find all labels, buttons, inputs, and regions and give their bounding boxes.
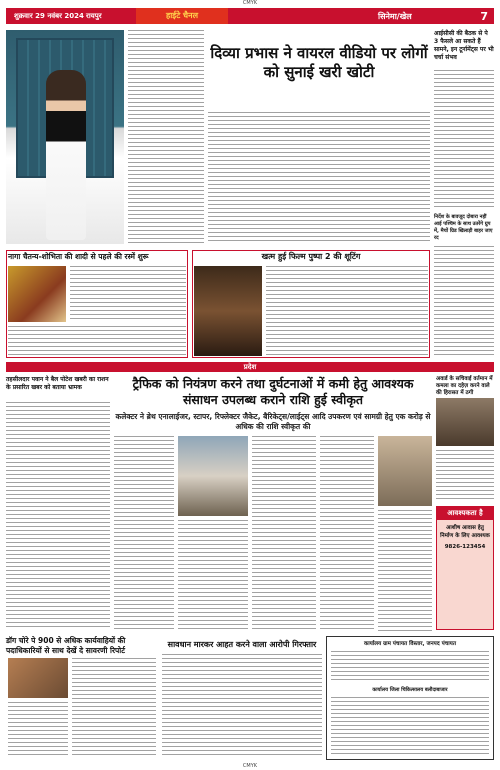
story4-body	[266, 266, 428, 356]
officer-photo	[378, 436, 432, 506]
tender-text-1	[331, 651, 489, 683]
story1-headline: दिव्या प्रभास ने वायरल वीडियो पर लोगों को सुनाई खरी खोटी	[210, 44, 428, 81]
tender-text-2	[331, 697, 489, 755]
story8-body	[436, 450, 494, 502]
story7-body-col3	[252, 436, 316, 632]
story7-headline: ट्रैफिक को नियंत्रण करने तथा दुर्घटनाओं में कमी हेतु आवश्यक संसाधन उपलब्ध कराने राशि हुई स्वीकृत	[132, 376, 414, 407]
section-bar-pradesh: प्रदेश	[6, 362, 494, 372]
story9-body-a	[72, 658, 156, 758]
section-title: सिनेमा/खेल	[378, 11, 412, 21]
story3-headline: नागा चैतन्य-शोभिता की शादी से पहले की रस्में शुरू	[8, 252, 149, 261]
story4-headline: खत्म हुई फिल्म पुष्पा 2 की शूटिंग	[261, 252, 361, 261]
header-brand: हाईटे चैनल	[136, 8, 228, 24]
story7-body-col4	[320, 436, 374, 632]
story3-body-b	[8, 326, 186, 356]
story1-body	[208, 112, 430, 244]
tender-heading: कार्यालय जिला चिकित्सालय बलौदाबाजार	[372, 687, 448, 693]
story7-body-col1	[114, 436, 174, 632]
story8-headline: अवार्ड के सचिवाई वर्तमान में कमला का दहेज़ करने वाले की हिरासत में ठगी	[436, 376, 493, 396]
page-number: 7	[480, 9, 488, 23]
story6-headline: तहसीलदार पवान ने बैल पोटेश खबरी का राशन के प्रसारित खबर को बताया भ्रामक	[6, 376, 109, 391]
classified-body: आशीष आवास हेतु निर्माण के लिए आवश्यक	[440, 525, 490, 539]
wedding-photo	[8, 266, 66, 322]
page-header	[6, 8, 494, 24]
header-city: रायपुर	[86, 11, 102, 20]
story10-headline: सावधान मारकर आहत करने वाला आरोपी गिरफ्तार	[167, 640, 317, 649]
actress-photo	[6, 30, 124, 244]
story2-headline: आईसीसी की बैठक से पे 3 फैसले आ सकते हैं सामने, इन टूर्नामेंट्स पर भी चर्चा संभव	[434, 30, 494, 61]
story2-body	[434, 70, 494, 210]
story10-body	[162, 654, 322, 758]
classified-phone: 9826-123454	[444, 544, 486, 550]
story9-headline: डॉग चोरे पे 900 से अधिक कार्यवाहियों की पदाधिकारियों से साथ देखें दे सावरणी रिपोर्ट	[6, 636, 126, 655]
story1-body-col1	[128, 30, 204, 244]
tender-notice	[326, 636, 494, 760]
classified-box	[436, 506, 494, 630]
header-right	[228, 8, 494, 24]
story3-body-a	[70, 266, 186, 322]
classified-title: आवश्यकता है	[437, 507, 493, 520]
story9-body-b	[8, 702, 68, 758]
story6-body	[6, 402, 110, 630]
story7-body-col2	[178, 520, 248, 632]
story7-body-col5	[378, 510, 432, 632]
tender-title: कार्यालय ग्राम पंचायत विस्तार, जनपद पंचायत	[363, 641, 456, 647]
traffic-photo	[178, 436, 248, 516]
story5-headline: निर्देश के बावजूद दोबारा नहीं आई पश्चिम के साथ उतरेंगे ग्रुप में, मैचों ग्रिड खिलाड़ी बाहर जाए रद	[434, 214, 493, 241]
meeting-photo	[8, 658, 68, 698]
header-date: शुक्रवार 29 नवंबर 2024	[14, 11, 84, 20]
story7-subhead: कलेक्टर ने ब्रेथ एनालाईजर, स्टापर, रिफ्लेक्टर जैकेट, बैरिकेट्स/लाईट्स आदि उपकरण एवं सामग्री हेतु एक करोड़ से अधिक की राशि स्वीकृत की	[115, 412, 431, 431]
header-left	[6, 8, 228, 24]
story5-body	[434, 246, 494, 358]
accused-photo	[436, 398, 494, 446]
print-mark-bottom: CMYK	[242, 763, 258, 769]
print-mark-top: CMYK	[242, 0, 258, 6]
photo-figure	[46, 70, 86, 240]
pushpa-photo	[194, 266, 262, 356]
